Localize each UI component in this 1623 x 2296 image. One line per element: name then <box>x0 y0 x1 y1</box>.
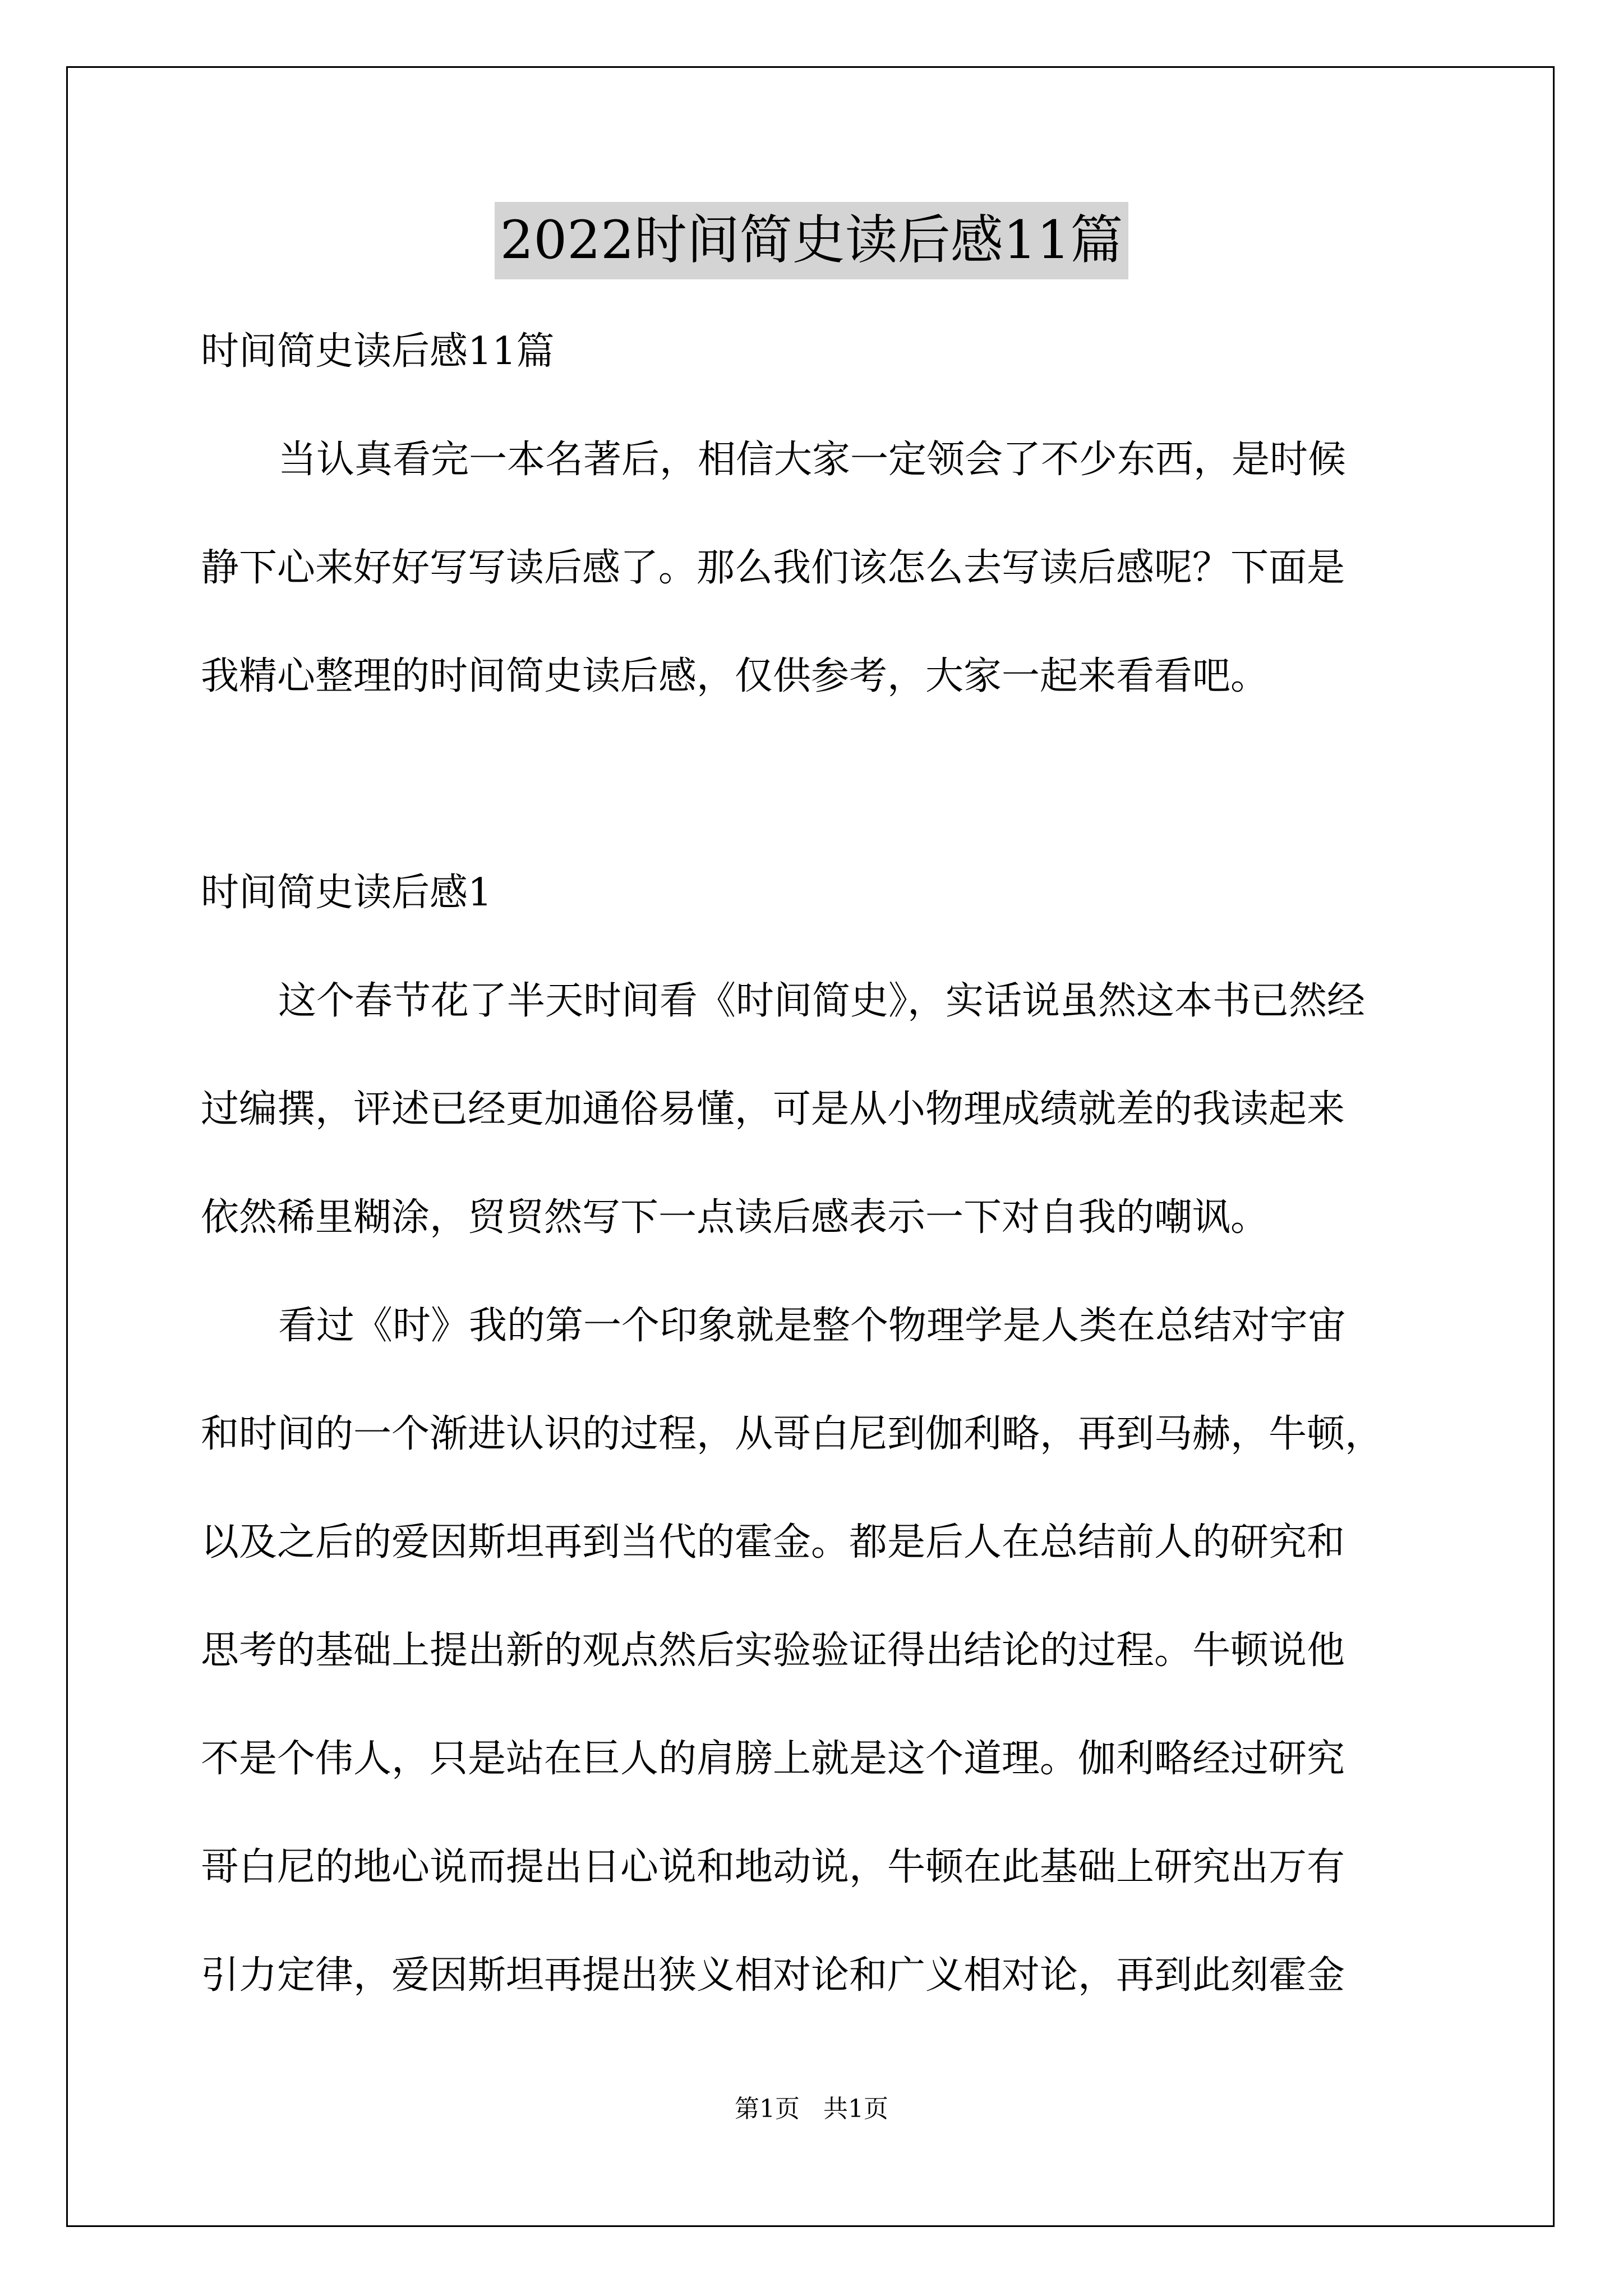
intro-line: 我精心整理的时间简史读后感，仅供参考，大家一起来看看吧。 <box>201 654 1269 698</box>
paragraph-line: 和时间的一个渐进认识的过程，从哥白尼到伽利略，再到马赫，牛顿， <box>201 1412 1384 1456</box>
paragraph-line: 哥白尼的地心说而提出日心说和地动说，牛顿在此基础上研究出万有 <box>201 1845 1345 1889</box>
intro-line: 当认真看完一本名著后，相信大家一定领会了不少东西，是时候 <box>278 438 1347 482</box>
paragraph-line: 不是个伟人，只是站在巨人的肩膀上就是这个道理。伽利略经过研究 <box>201 1737 1345 1781</box>
page-footer: 第1页 共1页 <box>735 2095 888 2123</box>
paragraph-line: 看过《时》我的第一个印象就是整个物理学是人类在总结对宇宙 <box>278 1304 1347 1348</box>
paragraph-line: 过编撰，评述已经更加通俗易懂，可是从小物理成绩就差的我读起来 <box>201 1087 1345 1131</box>
title-container <box>0 202 1623 279</box>
section-heading: 时间简史读后感1 <box>201 871 492 915</box>
paragraph-line: 这个春节花了半天时间看《时间简史》，实话说虽然这本书已然经 <box>278 979 1366 1023</box>
paragraph-line: 以及之后的爱因斯坦再到当代的霍金。都是后人在总结前人的研究和 <box>201 1520 1345 1565</box>
subtitle: 时间简史读后感11篇 <box>201 329 555 374</box>
blank-line <box>201 730 1435 839</box>
document-title: 2022时间简史读后感11篇 <box>495 202 1129 279</box>
paragraph-line: 依然稀里糊涂，贸贸然写下一点读后感表示一下对自我的嘲讽。 <box>201 1195 1269 1240</box>
intro-line: 静下心来好好写写读后感了。那么我们该怎么去写读后感呢？下面是 <box>201 546 1345 590</box>
document-body <box>201 297 1435 2030</box>
paragraph-line: 引力定律，爱因斯坦再提出狭义相对论和广义相对论，再到此刻霍金 <box>201 1953 1345 1998</box>
paragraph-line: 思考的基础上提出新的观点然后实验验证得出结论的过程。牛顿说他 <box>201 1628 1345 1673</box>
